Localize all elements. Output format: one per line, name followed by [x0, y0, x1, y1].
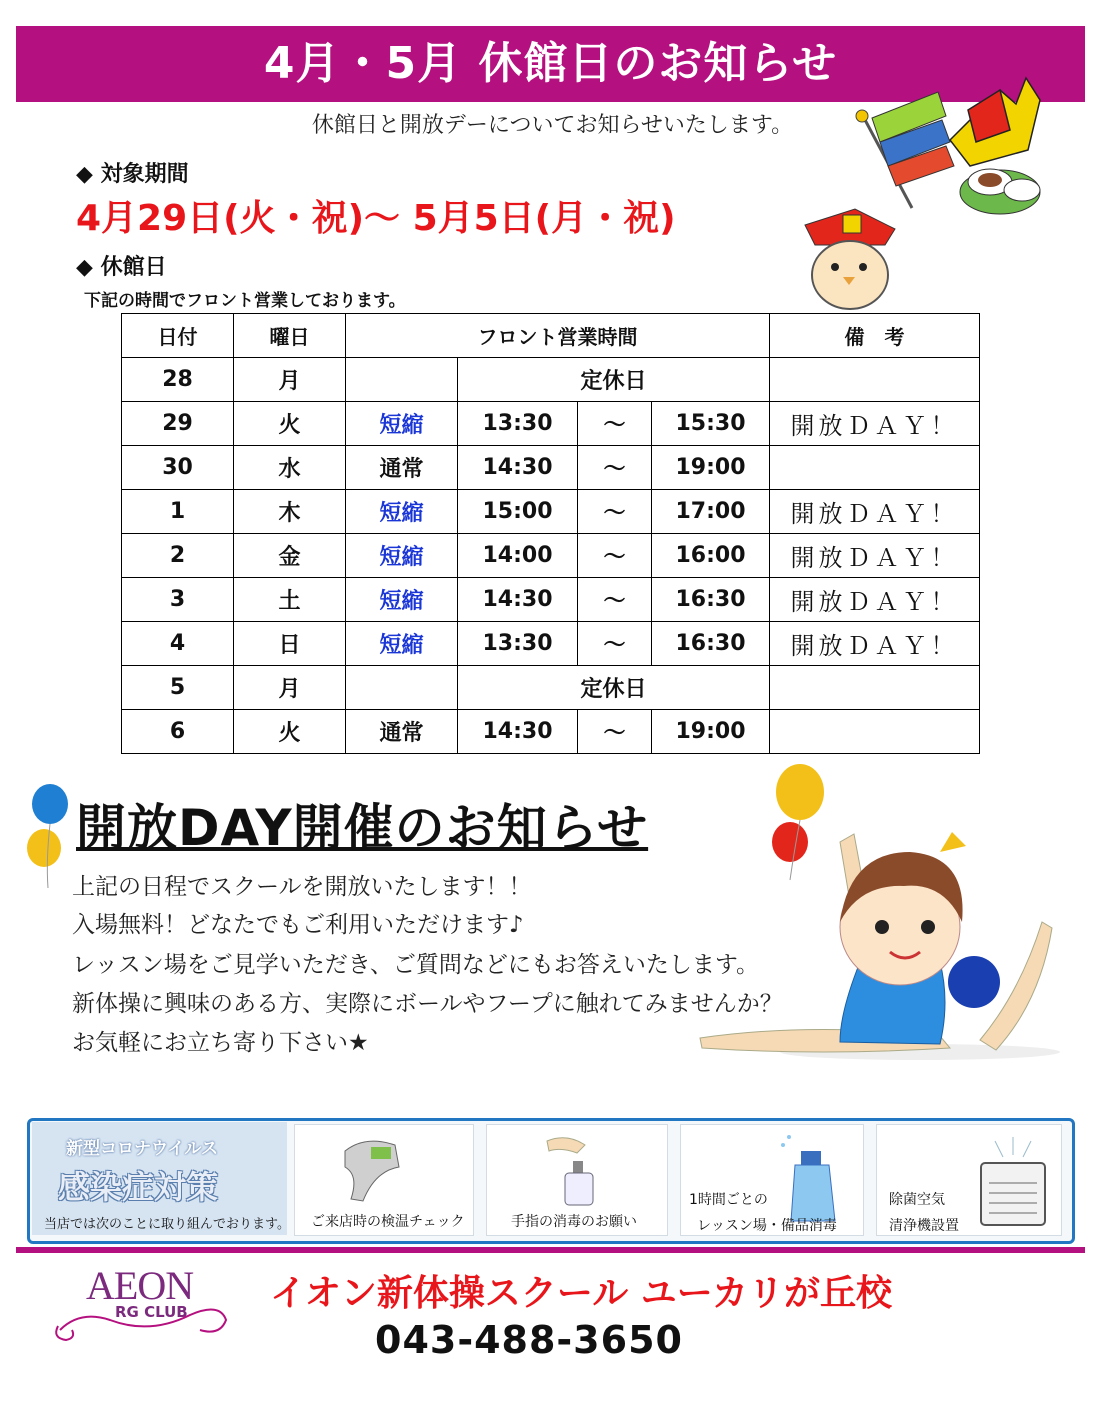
cell-remark: 開放ＤＡＹ！ [770, 578, 980, 622]
gymnast-illustration [690, 812, 1062, 1062]
cell-date: 5 [122, 666, 234, 710]
cell-start: 13:30 [458, 402, 578, 446]
cell-end: 16:30 [652, 622, 770, 666]
cell-sep: ～ [578, 446, 652, 490]
period-label: ◆ 対象期間 [76, 162, 189, 187]
cell-type: 短縮 [346, 490, 458, 534]
table-row [122, 622, 980, 666]
cell-end: 19:00 [652, 446, 770, 490]
cell-type: 通常 [346, 446, 458, 490]
cell-remark: 開放ＤＡＹ！ [770, 534, 980, 578]
cell-remark [770, 358, 980, 402]
cell-day: 火 [234, 710, 346, 754]
footer-divider [16, 1247, 1085, 1253]
cell-type: 通常 [346, 710, 458, 754]
closed-days-label: ◆ 休館日 [76, 255, 167, 280]
covid-small-title: 新型コロナウイルス [66, 1139, 218, 1159]
table-row [122, 446, 980, 490]
cell-day: 木 [234, 490, 346, 534]
cell-date: 30 [122, 446, 234, 490]
table-row [122, 666, 980, 710]
cell-day: 金 [234, 534, 346, 578]
cell-end: 15:30 [652, 402, 770, 446]
cell-remark: 開放ＤＡＹ！ [770, 490, 980, 534]
cell-end: 17:00 [652, 490, 770, 534]
cell-sep: ～ [578, 490, 652, 534]
cell-remark: 開放ＤＡＹ！ [770, 622, 980, 666]
table-row [122, 358, 980, 402]
cell-date: 28 [122, 358, 234, 402]
air-purifier-icon [975, 1133, 1055, 1229]
page-subtitle: 休館日と開放デーについてお知らせいたします。 [311, 113, 794, 138]
chick-illustration [795, 205, 905, 315]
cell-date: 29 [122, 402, 234, 446]
table-header-row [122, 314, 980, 358]
cell-sep: ～ [578, 578, 652, 622]
schedule-table [121, 313, 980, 754]
covid-description: 当店では次のことに取り組んでおります。 [44, 1217, 290, 1232]
openday-line-3: レッスン場をご見学いただき、ご質問などにもお答えいたします。 [72, 952, 760, 978]
cell-sep: ～ [578, 402, 652, 446]
cell-type: 短縮 [346, 402, 458, 446]
covid-card-air-purifier-label-2: 清浄機設置 [889, 1218, 959, 1234]
covid-card-temperature-label: ご来店時の検温チェック [311, 1214, 465, 1230]
covid-card-disinfect-label-2: レッスン場・備品消毒 [697, 1218, 837, 1234]
header-date: 日付 [122, 314, 234, 358]
cell-remark [770, 666, 980, 710]
cell-start: 13:30 [458, 622, 578, 666]
cell-remark [770, 710, 980, 754]
cell-start: 14:00 [458, 534, 578, 578]
openday-title: 開放DAY開催のお知らせ [76, 799, 649, 857]
covid-card-sanitize [486, 1124, 668, 1236]
cell-sep: ～ [578, 710, 652, 754]
table-row [122, 490, 980, 534]
logo-swirl-icon [50, 1290, 230, 1350]
cell-type: 短縮 [346, 622, 458, 666]
cell-closed: 定休日 [458, 358, 770, 402]
openday-line-1: 上記の日程でスクールを開放いたします！！ [72, 874, 532, 900]
cell-day: 日 [234, 622, 346, 666]
covid-card-sanitize-label: 手指の消毒のお願い [511, 1214, 637, 1230]
covid-big-title: 感染症対策 [58, 1168, 219, 1206]
koinobori-illustration [850, 70, 1070, 220]
table-row [122, 578, 980, 622]
cell-day: 月 [234, 666, 346, 710]
phone-number[interactable]: 043-488-3650 [375, 1318, 683, 1362]
table-row [122, 534, 980, 578]
cell-type [346, 666, 458, 710]
cell-sep: ～ [578, 622, 652, 666]
table-row [122, 402, 980, 446]
covid-card-temperature [294, 1124, 474, 1236]
header-remarks: 備 考 [770, 314, 980, 358]
period-value: 4月29日(火・祝)～ 5月5日(月・祝) [76, 198, 676, 239]
rg-club-logo: RG CLUB [115, 1303, 188, 1321]
cell-date: 2 [122, 534, 234, 578]
cell-start: 14:30 [458, 446, 578, 490]
openday-line-5: お気軽にお立ち寄り下さい★ [72, 1030, 369, 1056]
cell-date: 6 [122, 710, 234, 754]
cell-start: 14:30 [458, 578, 578, 622]
cell-date: 3 [122, 578, 234, 622]
cell-start: 15:00 [458, 490, 578, 534]
cell-end: 19:00 [652, 710, 770, 754]
cell-type [346, 358, 458, 402]
aeon-logo: AEON [86, 1263, 194, 1308]
balloons-left-illustration [20, 780, 80, 890]
cell-sep: ～ [578, 534, 652, 578]
covid-card-air-purifier [876, 1124, 1062, 1236]
page-title: 4月・5月 休館日のお知らせ [263, 38, 838, 89]
front-hours-note: 下記の時間でフロント営業しております。 [84, 291, 406, 311]
cell-day: 火 [234, 402, 346, 446]
openday-line-4: 新体操に興味のある方、実際にボールやフープに触れてみませんか？ [72, 991, 783, 1017]
thermometer-icon [335, 1131, 415, 1207]
cell-end: 16:00 [652, 534, 770, 578]
covid-card-disinfect-label-1: 1時間ごとの [689, 1192, 768, 1208]
cell-day: 水 [234, 446, 346, 490]
cell-type: 短縮 [346, 578, 458, 622]
cell-remark: 開放ＤＡＹ！ [770, 402, 980, 446]
cell-date: 1 [122, 490, 234, 534]
cell-date: 4 [122, 622, 234, 666]
header-day: 曜日 [234, 314, 346, 358]
covid-card-air-purifier-label-1: 除菌空気 [889, 1192, 945, 1208]
openday-line-2: 入場無料！どなたでもご利用いただけます♪ [72, 912, 524, 938]
hand-sanitizer-icon [537, 1131, 617, 1207]
header-front-hours: フロント営業時間 [346, 314, 770, 358]
cell-closed: 定休日 [458, 666, 770, 710]
schedule-body [122, 358, 980, 754]
school-name: イオン新体操スクール ユーカリが丘校 [270, 1273, 893, 1314]
cell-start: 14:30 [458, 710, 578, 754]
cell-day: 月 [234, 358, 346, 402]
cell-end: 16:30 [652, 578, 770, 622]
table-row [122, 710, 980, 754]
cell-remark [770, 446, 980, 490]
cell-type: 短縮 [346, 534, 458, 578]
cell-day: 土 [234, 578, 346, 622]
covid-card-disinfect [680, 1124, 864, 1236]
